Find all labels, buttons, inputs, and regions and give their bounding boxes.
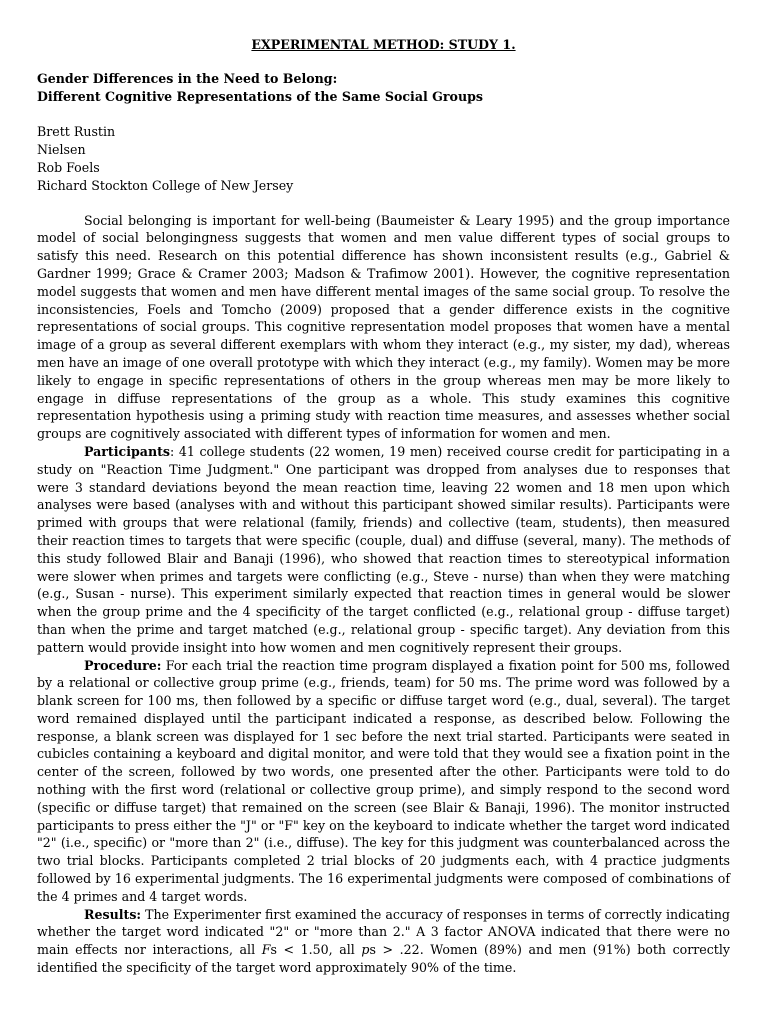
results-paragraph [37, 906, 730, 977]
intro-paragraph: Social belonging is important for well-being (Baumeister & Leary 1995) and the group importance model of social belongingness suggests that women and men value different types of social groups to satisfy this need. Research on this potential difference has shown inconsistent results (e.g., Gabriel & Gardner 1999; Grace & Cramer 2003; Madson & Trafimow 2001). However, the cognitive representation model suggests that women and men have different mental images of the same social group. To resolve the inconsistencies, Foels and Tomcho (2009) proposed that a gender difference exists in the cognitive representations of social groups. This cognitive representation model proposes that women have a mental image of a group as several different exemplars with whom they interact (e.g., my sister, my dad), whereas men have an image of one overall prototype with which they interact (e.g., my family). Women may be more likely to engage in specific representations of others in the group whereas men may be more likely to engage in diffuse representations of the group as a whole. This study examines this cognitive representation hypothesis using a priming study with reaction time measures, and assesses whether social groups are cognitively associated with different types of information for women and men. [37, 212, 730, 442]
procedure-text: For each trial the reaction time program displayed a fixation point for 500 ms, followed by a relational or collective group prime (e.g., friends, team) for 50 ms. The prime word was followed by a blank screen for 100 ms, then followed by a specific or diffuse target word (e.g., dual, several). The target word remained displayed until the participant indicated a response, as described below. Following the response, a blank screen was displayed for 1 sec before the next trial started. Participants were seated in cubicles containing a keyboard and digital monitor, and were told that they would see a fixation point in the center of the screen, followed by two words, one presented after the other. Participants were told to do nothing with the first word (relational or collective group prime), and simply respond to the second word (specific or diffuse target) that remained on the screen (see Blair & Banaji, 1996). The monitor instructed participants to press either the "J" or "F" key on the keyboard to indicate whether the target word indicated "2" (i.e., specific) or "more than 2" (i.e., diffuse). The key for this judgment was counterbalanced across the two trial blocks. Participants completed 2 trial blocks of 20 judgments each, with 4 practice judgments followed by 16 experimental judgments. The 16 experimental judgments were composed of combinations of the 4 primes and 4 target words. [37, 657, 730, 904]
author-name: Rob Foels [37, 159, 100, 175]
results-text-1: The Experimenter first examined the accuracy of responses in terms of correctly indicating whether the target word indicated "2" or "more than 2." A 3 factor ANOVA indicated that there were no main effects nor interactions, all [37, 906, 730, 958]
author-block [37, 123, 730, 194]
f-statistic-symbol: F [261, 942, 271, 958]
results-text-2: s < 1.50, all [270, 942, 362, 958]
page-heading: EXPERIMENTAL METHOD: STUDY 1. [251, 37, 516, 52]
participants-text: : 41 college students (22 women, 19 men) received course credit for participating in a study on "Reaction Time Judgment." One participant was dropped from analyses due to responses that were 3 standard deviations beyond the mean reaction time, leaving 22 women and 18 men upon which analyses were based (analyses with and without this participant showed similar results). Participants were primed with groups that were relational (family, friends) and collective (team, students), then measured their reaction times to targets that were specific (couple, dual) and diffuse (several, many). The methods of this study followed Blair and Banaji (1996), who showed that reaction times to stereotypical information were slower when primes and targets were conflicting (e.g., Steve - nurse) than when they were matching (e.g., Susan - nurse). This experiment similarly expected that reaction times in general would be slower when the group prime and the 4 specificity of the target conflicted (e.g., relational group - diffuse target) than when the prime and target matched (e.g., relational group - specific target). Any deviation from this pattern would provide insight into how women and men cognitively represent their groups. [37, 443, 730, 655]
paper-title-line-2: Different Cognitive Representations of the Same Social Groups [37, 88, 484, 104]
procedure-paragraph [37, 657, 730, 906]
author-name: Brett Rustin [37, 124, 116, 140]
results-text-3: s > .22. Women (89%) and men (91%) both correctly identified the specificity of the target word approximately 90% of the time. [37, 942, 730, 976]
paper-title-line-1: Gender Differences in the Need to Belong: [37, 70, 338, 86]
participants-paragraph [37, 443, 730, 657]
procedure-label: Procedure: [84, 657, 162, 673]
results-label: Results: [84, 906, 142, 922]
document-page [37, 36, 730, 977]
author-name: Nielsen [37, 142, 86, 158]
participants-label: Participants [84, 443, 171, 459]
p-value-symbol: p [361, 942, 370, 958]
author-affiliation: Richard Stockton College of New Jersey [37, 177, 294, 193]
